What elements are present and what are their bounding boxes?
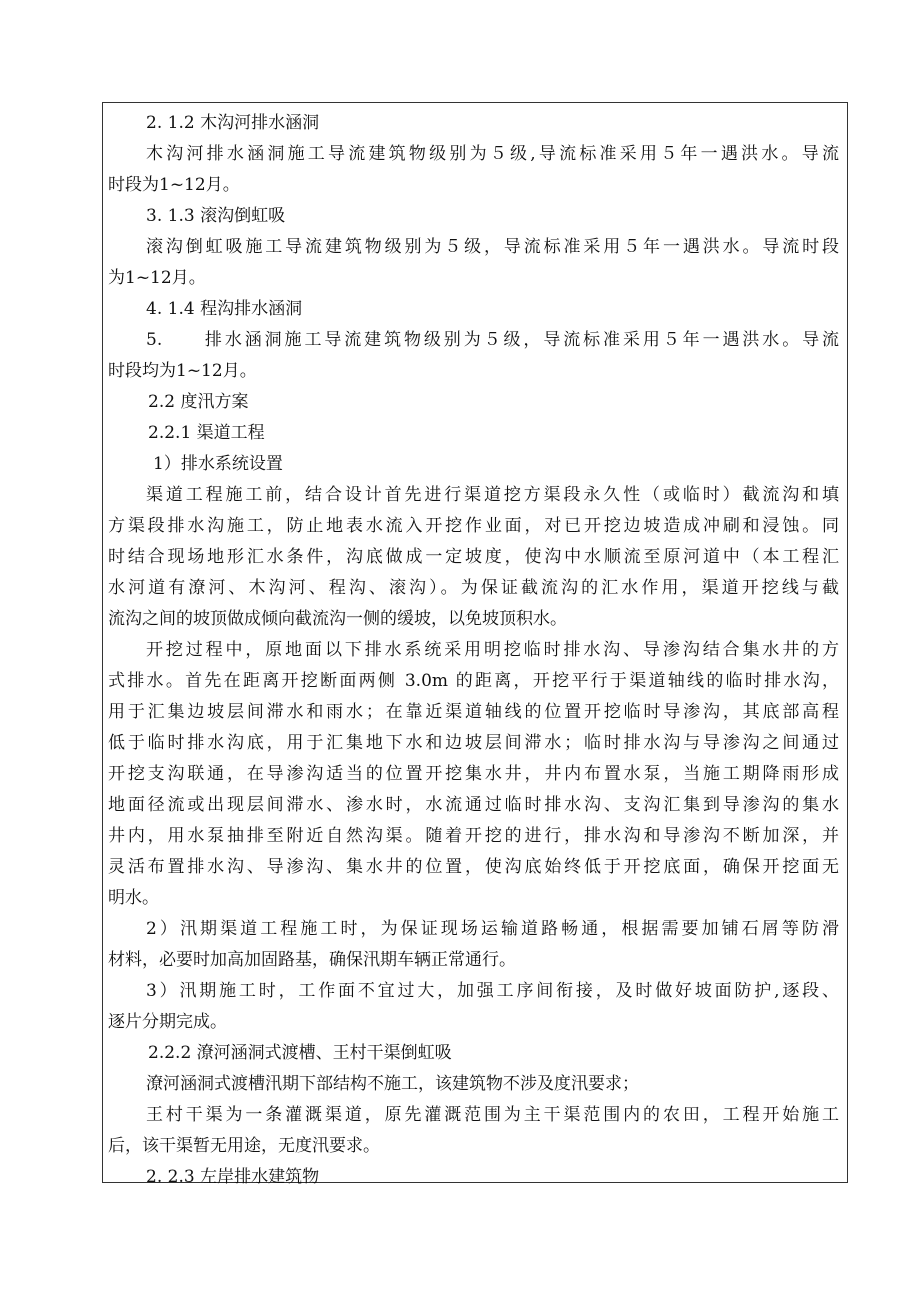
document-frame (102, 102, 848, 1187)
paragraph-line: 王村干渠为一条灌溉渠道，原先灌溉范围为主干渠范围内的农田，工程开始施工 (146, 1105, 839, 1125)
paragraph-line: 渠道工程施工前，结合设计首先进行渠道挖方渠段永久性（或临时）截流沟和填 (146, 485, 839, 505)
paragraph-line: 开挖支沟联通，在导渗沟适当的位置开挖集水井，井内布置水泵，当施工期降雨形成 (108, 764, 839, 784)
paragraph-line: 材料，必要时加高加固路基，确保汛期车辆正常通行。 (108, 950, 516, 970)
paragraph-line: 5. 排水涵洞施工导流建筑物级别为５级，导流标准采用５年一遇洪水。导流 (146, 330, 839, 350)
paragraph-line: 时结合现场地形汇水条件，沟底做成一定坡度，使沟中水顺流至原河道中（本工程汇 (108, 547, 839, 567)
section-heading: 4. 1.4 程沟排水涵洞 (146, 299, 303, 319)
paragraph-line: 开挖过程中，原地面以下排水系统采用明挖临时排水沟、导渗沟结合集水井的方 (146, 640, 839, 660)
section-heading: 2. 2.3 左岸排水建筑物 (146, 1167, 320, 1187)
paragraph-line: 井内，用水泵抽排至附近自然沟渠。随着开挖的进行，排水沟和导渗沟不断加深，并 (108, 826, 839, 846)
paragraph-line: 时段为1~12月。 (108, 175, 240, 195)
paragraph-line: 水河道有潦河、木沟河、程沟、滚沟）。为保证截流沟的汇水作用，渠道开挖线与截 (108, 578, 839, 598)
paragraph-line: 灵活布置排水沟、导渗沟、集水井的位置，使沟底始终低于开挖底面，确保开挖面无 (108, 857, 839, 877)
paragraph-line: 低于临时排水沟底，用于汇集地下水和边坡层间滞水；临时排水沟与导渗沟之间通过 (108, 733, 839, 753)
paragraph-line: 逐片分期完成。 (108, 1012, 227, 1032)
paragraph-line: 式排水。首先在距离开挖断面两侧 3.0m 的距离，开挖平行于渠道轴线的临时排水沟， (108, 671, 839, 691)
paragraph-line: 木沟河排水涵洞施工导流建筑物级别为５级,导流标准采用５年一遇洪水。导流 (146, 144, 839, 164)
paragraph-line: 时段均为1~12月。 (108, 361, 257, 381)
section-heading: 2.2.2 潦河涵洞式渡槽、王村干渠倒虹吸 (148, 1043, 452, 1063)
paragraph-line: 方渠段排水沟施工，防止地表水流入开挖作业面，对已开挖边坡造成冲刷和浸蚀。同 (108, 516, 839, 536)
paragraph-line: 滚沟倒虹吸施工导流建筑物级别为５级，导流标准采用５年一遇洪水。导流时段 (146, 237, 839, 257)
section-heading: 2. 1.2 木沟河排水涵洞 (146, 113, 320, 133)
paragraph-line: 2）汛期渠道工程施工时，为保证现场运输道路畅通，根据需要加铺石屑等防滑 (146, 919, 839, 939)
paragraph-line: 3）汛期施工时，工作面不宜过大，加强工序间衔接，及时做好坡面防护,逐段、 (146, 981, 839, 1001)
section-heading: 2.2.1 渠道工程 (148, 423, 265, 443)
paragraph-line: 地面径流或出现层间滞水、渗水时，水流通过临时排水沟、支沟汇集到导渗沟的集水 (108, 795, 839, 815)
paragraph-line: 明水。 (108, 888, 159, 908)
paragraph-line: 为1~12月。 (108, 268, 206, 288)
paragraph-line: 潦河涵洞式渡槽汛期下部结构不施工，该建筑物不涉及度汛要求； (146, 1074, 639, 1094)
section-heading: 1）排水系统设置 (153, 454, 283, 474)
document-body (103, 108, 847, 1193)
section-heading: 3. 1.3 滚沟倒虹吸 (146, 206, 286, 226)
paragraph-line: 后，该干渠暂无用途，无度汛要求。 (108, 1136, 380, 1156)
paragraph-line: 用于汇集边坡层间滞水和雨水；在靠近渠道轴线的位置开挖临时导渗沟，其底部高程 (108, 702, 839, 722)
paragraph-line: 流沟之间的坡顶做成倾向截流沟一侧的缓坡，以免坡顶积水。 (108, 609, 567, 629)
section-heading: 2.2 度汛方案 (148, 392, 249, 412)
